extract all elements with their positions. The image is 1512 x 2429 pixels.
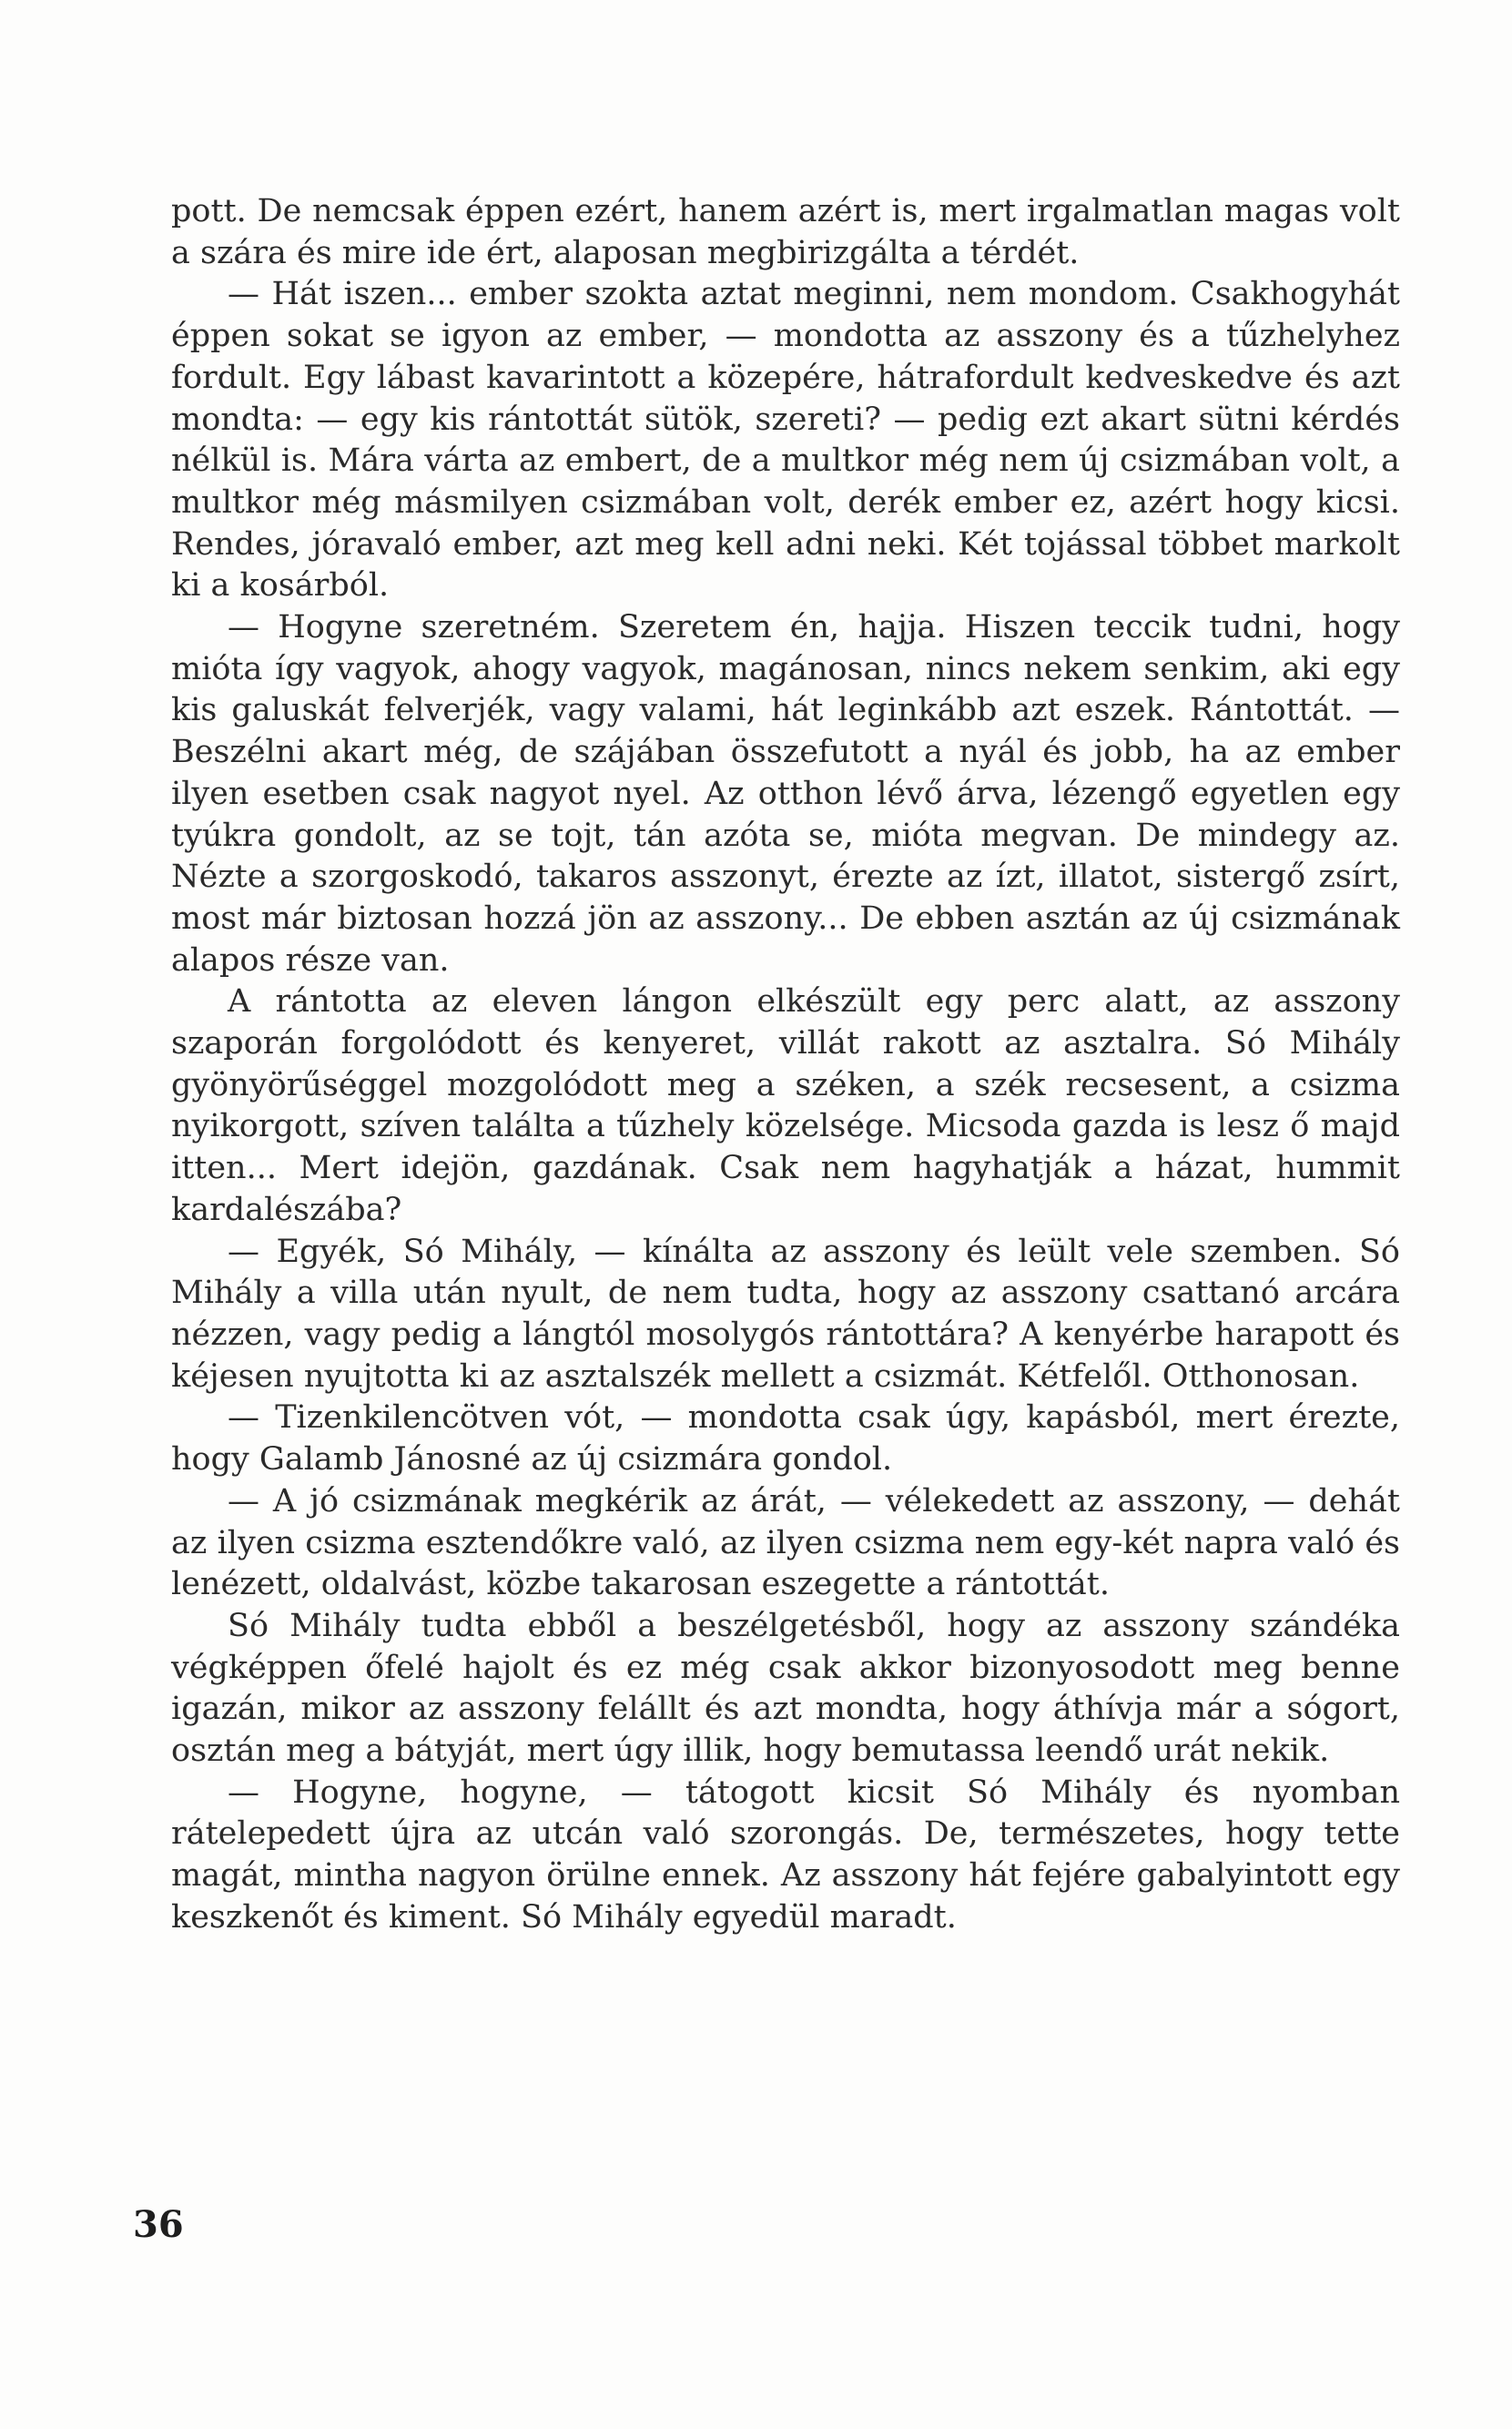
paragraph: A rántotta az eleven lángon elkészült egy perc alatt, az asszony szaporán forgolódott és kenyeret, villát rakott az asztalra. Só Mihály gyönyörűséggel mozgolódott meg a széken, a szék recsesent, a csizma nyikorgott, szíven találta a tűzhely közelsége. Micsoda gazda is lesz ő majd itten... Mert idejön, gazdának. Csak nem hagyhatják a házat, hummit kardalészába?	[171, 983, 1400, 1228]
paragraph: — Tizenkilencötven vót, — mondotta csak úgy, kapásból, mert érezte, hogy Galamb Jánosné az új csizmára gondol.	[171, 1399, 1400, 1479]
paragraph: — Hogyne szeretném. Szeretem én, hajja. Hiszen teccik tudni, hogy mióta így vagyok, ahogy vagyok, magánosan, nincs nekem senkim, aki egy kis galuskát felverjék, vagy valami, hát leginkább azt eszek. Rántottát. — Beszélni akart még, de szájában összefutott a nyál és jobb, ha az ember ilyen esetben csak nagyot nyel. Az otthon lévő árva, lézengő egyetlen egy tyúkra gondolt, az se tojt, tán azóta se, mióta megvan. De mindegy az. Nézte a szorgoskodó, takaros asszonyt, érezte az ízt, illatot, sistergő zsírt, most már biztosan hozzá jön az asszony... De ebben asztán az új csizmának alapos része van.	[171, 609, 1400, 979]
paragraph: — Hát iszen... ember szokta aztat meginni, nem mondom. Csakhogyhát éppen sokat se igyon az ember, — mondotta az asszony és a tűzhelyhez fordult. Egy lábast kavarintott a közepére, hátrafordult kedveskedve és azt mondta: — egy kis rántottát sütök, szereti? — pedig ezt akart sütni kérdés nélkül is. Mára várta az embert, de a multkor még nem új csizmában volt, a multkor még másmilyen csizmában volt, derék ember ez, azért hogy kicsi. Rendes, jóravaló ember, azt meg kell adni neki. Két tojással többet markolt ki a kosárból.	[171, 276, 1400, 605]
body-text	[171, 191, 1400, 1939]
paragraph: Só Mihály tudta ebből a beszélgetésből, hogy az asszony szándéka végképpen őfelé hajolt és ez még csak akkor bizonyosodott meg benne igazán, mikor az asszony felállt és azt mondta, hogy áthívja már a sógort, osztán meg a bátyját, mert úgy illik, hogy bemutassa leendő urát nekik.	[171, 1607, 1400, 1770]
paragraph: pott. De nemcsak éppen ezért, hanem azért is, mert irgalmatlan magas volt a szára és mire ide ért, alaposan megbirizgálta a térdét.	[171, 193, 1400, 271]
paragraph: — Hogyne, hogyne, — tátogott kicsit Só Mihály és nyomban rátelepedett újra az utcán való szorongás. De, természetes, hogy tette magát, mintha nagyon örülne ennek. Az asszony hát fejére gabalyintott egy keszkenőt és kiment. Só Mihály egyedül maradt.	[171, 1773, 1400, 1936]
paragraph: — Egyék, Só Mihály, — kínálta az asszony és leült vele szemben. Só Mihály a villa után nyult, de nem tudta, hogy az asszony csattanó arcára nézzen, vagy pedig a lángtól mosolygós rántottára? A kenyérbe harapott és kéjesen nyujtotta ki az asztalszék mellett a csizmát. Kétfelől. Otthonosan.	[171, 1233, 1400, 1395]
paragraph: — A jó csizmának megkérik az árát, — vélekedett az asszony, — dehát az ilyen csizma esztendőkre való, az ilyen csizma nem egy-két napra való és lenézett, oldalvást, közbe takarosan eszegette a rántottát.	[171, 1482, 1400, 1603]
page-number: 36	[133, 2203, 184, 2246]
